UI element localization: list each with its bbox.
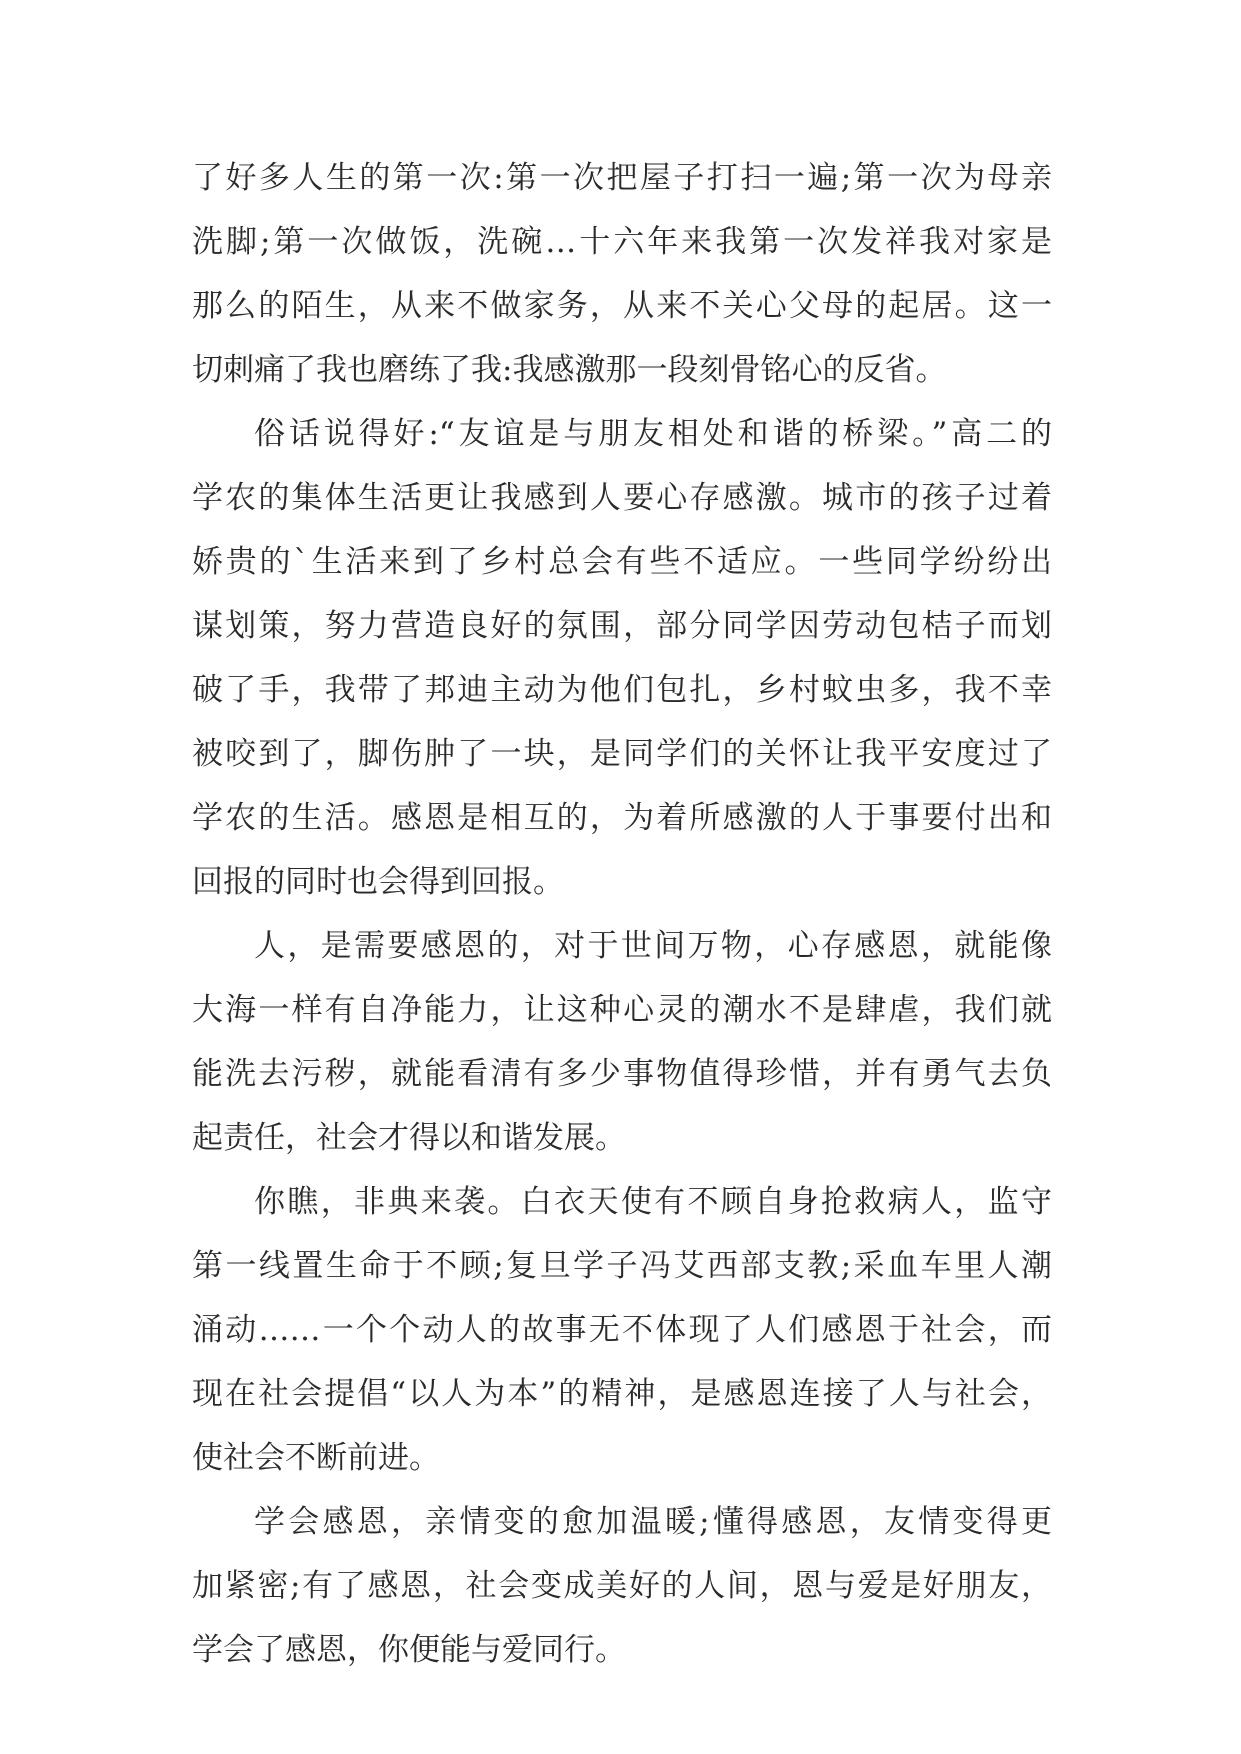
text-line: 第一线置生命于不顾;复旦学子冯艾西部支教;采血车里人潮: [192, 1248, 1052, 1284]
text-line: 学会感恩，亲情变的愈加温暖;懂得感恩，友情变得更: [254, 1504, 1052, 1540]
text-line: 学会了感恩，你便能与爱同行。: [192, 1632, 626, 1668]
text-line: 使社会不断前进。: [192, 1440, 440, 1476]
document-body: [192, 146, 1052, 1682]
text-line: 学农的集体生活更让我感到人要心存感激。城市的孩子过着: [192, 480, 1052, 516]
text-line: 切刺痛了我也磨练了我:我感激那一段刻骨铭心的反省。: [192, 352, 947, 388]
paragraph-1: [192, 146, 1052, 402]
paragraph-2: [192, 402, 1052, 914]
paragraph-4: [192, 1170, 1052, 1490]
text-line: 那么的陌生，从来不做家务，从来不关心父母的起居。这一: [192, 288, 1052, 324]
text-line: 人，是需要感恩的，对于世间万物，心存感恩，就能像: [254, 928, 1052, 964]
text-line: 起责任，社会才得以和谐发展。: [192, 1120, 626, 1156]
text-line: 了好多人生的第一次:第一次把屋子打扫一遍;第一次为母亲: [192, 160, 1052, 196]
text-line: 现在社会提倡“以人为本”的精神，是感恩连接了人与社会，: [192, 1376, 1052, 1412]
text-line: 破了手，我带了邦迪主动为他们包扎，乡村蚊虫多，我不幸: [192, 672, 1052, 708]
text-line: 洗脚;第一次做饭，洗碗…十六年来我第一次发祥我对家是: [192, 224, 1052, 260]
text-line: 俗话说得好:“友谊是与朋友相处和谐的桥梁。”高二的: [254, 416, 1052, 452]
text-line: 被咬到了，脚伤肿了一块，是同学们的关怀让我平安度过了: [192, 736, 1052, 772]
text-line: 大海一样有自净能力，让这种心灵的潮水不是肆虐，我们就: [192, 992, 1052, 1028]
text-line: 加紧密;有了感恩，社会变成美好的人间，恩与爱是好朋友，: [192, 1568, 1052, 1604]
paragraph-3: [192, 914, 1052, 1170]
text-line: 学农的生活。感恩是相互的，为着所感激的人于事要付出和: [192, 800, 1052, 836]
text-line: 涌动……一个个动人的故事无不体现了人们感恩于社会，而: [192, 1312, 1052, 1348]
text-line: 能洗去污秽，就能看清有多少事物值得珍惜，并有勇气去负: [192, 1056, 1052, 1092]
paragraph-5: [192, 1490, 1052, 1682]
text-line: 娇贵的`生活来到了乡村总会有些不适应。一些同学纷纷出: [192, 544, 1052, 580]
text-line: 你瞧，非典来袭。白衣天使有不顾自身抢救病人，监守: [254, 1184, 1052, 1220]
text-line: 回报的同时也会得到回报。: [192, 864, 564, 900]
text-line: 谋划策，努力营造良好的氛围，部分同学因劳动包桔子而划: [192, 608, 1052, 644]
